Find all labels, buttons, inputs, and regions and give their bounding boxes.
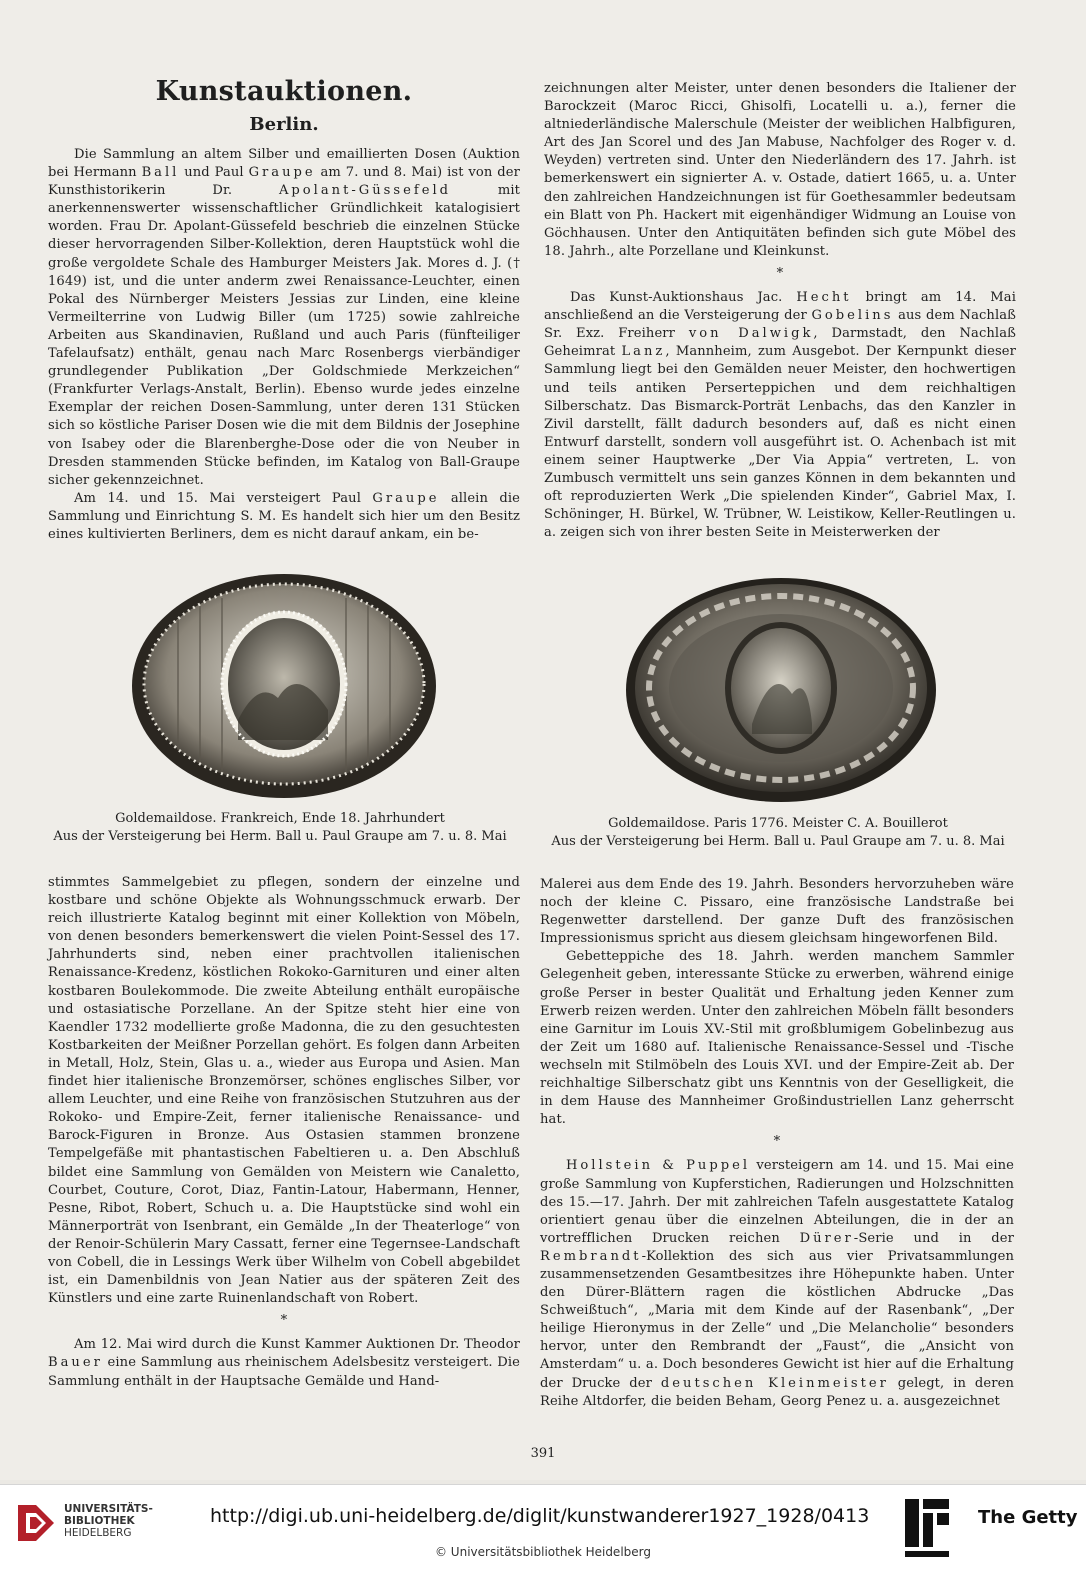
figure-right-caption [536, 815, 1020, 851]
column-right-top [544, 80, 1016, 542]
figure-left-caption-line1: Goldemaildose. Frankreich, Ende 18. Jahrhundert [115, 811, 445, 826]
emphasized-name: Bauer [48, 1355, 103, 1371]
library-line-3: HEIDELBERG [64, 1527, 132, 1539]
emphasized-name: Apolant-Güssefeld [278, 183, 452, 199]
emphasized-name: Graupe [372, 490, 440, 506]
figure-right-snuffbox [622, 574, 940, 806]
paragraph: stimmtes Sammelgebiet zu pflegen, sondern der einzelne und kostbare und schöne Objekte als Wohnungsschmuck erwarb. Der reich illustrierte Katalog beginnt mit einer Kollektion von Möbeln, von denen besonders bemerkenswert die vielen Point-Sessel des 17. Jahrhunderts sind, neben einer prachtvollen italienischen Renaissance-Kredenz, köstlichen Rokoko-Garnituren und einer alten kostbaren Boulekommode. Die zweite Abteilung enthält europäische und ostasiatische Porzellane. An der Spitze steht hier eine von Kaendler 1732 modellierte große Madonna, die zu den gesuchtesten Kostbarkeiten der Meißner Porzellan gehört. Es folgen dann Arbeiten in Metall, Holz, Stein, Glas u. a., wieder aus Europa und Asien. Man findet hier italienische Bronzemörser, schönes englisches Silber, vor allem Leuchter, und eine Reihe von französischen Stutzuhren aus der Rokoko- und Empire-Zeit, ferner italienische Renaissance- und Barock-Figuren in Bronze. Aus Ostasien stammen bronzene Tempelgefäße mit phantastischen Fabeltieren u. a. Den Abschluß bildet eine Sammlung von Gemälden von Meistern wie Canaletto, Courbet, Couture, Corot, Diaz, Fantin-Latour, Habermann, Henner, Pesne, Ribot, Robert, Schuch u. a. Die Hauptstücke sind wohl ein Männerporträt von Isenbrant, ein Gemälde „In der Theaterloge“ von der Renoir-Schülerin Mary Cassatt, ferner eine Tegernsee-Landschaft von Cobell, die in Lessings Werk über Wilhelm von Cobell abgebildet ist, ein Damenbildnis von Jean Natier aus der späteren Zeit des Künstlers und eine zarte Ruinenlandschaft von Robert. [48, 875, 520, 1307]
figure-left-snuffbox [128, 570, 440, 802]
paragraph: Am 12. Mai wird durch die Kunst Kammer Auktionen Dr. Theodor Bauer eine Sammlung aus rheinischem Adelsbesitz versteigert. Die Sammlung enthält in der Hauptsache Gemälde und Hand- [48, 1337, 520, 1389]
paragraph: zeichnungen alter Meister, unter denen besonders die Italiener der Barockzeit (Maroc Ricci, Ghisolfi, Locatelli u. a.), ferner die altniederländische Malerschule (Meister der weiblichen Halbfiguren, Art des Jan Scorel und des Jan Mabuse, Nachfolger des Roger v. d. Weyden) vertreten sind. Unter den Niederländern des 17. Jahrh. ist bemerkenswert ein signierter A. v. Ostade, datiert 1665, u. a. Unter den zahlreichen Handzeichnungen ist für Goethesammler bedeutsam ein Blatt von Ph. Hackert mit eigenhändiger Widmung an Louise von Göchhausen. Unter den Antiquitäten befinden sich gute Möbel des 18. Jahrh., alte Porzellane und Kleinkunst. [544, 81, 1016, 259]
paragraph: Gebetteppiche des 18. Jahrh. werden manchem Sammler Gelegenheit geben, interessante Stücke zu erwerben, während einige große Perser in bester Qualität und Erhaltung jeden Kenner zum Erwerb reizen werden. Unter den zahlreichen Möbeln fällt besonders eine Garnitur im Louis XV.-Stil mit großblumigem Gobelinbezug aus der Zeit um 1680 auf. Italienische Renaissance-Sessel und -Tische wechseln mit Stilmöbeln des Louis XVI. und der Empire-Zeit ab. Der reichhaltige Silberschatz gibt uns Kenntnis von der Geselligkeit, die in dem Hause des Mannheimer Großindustriellen Lanz geherrscht hat. [540, 949, 1014, 1128]
getty-label: The Getty [978, 1507, 1078, 1528]
emphasized-name: deutschen Kleinmeister [660, 1375, 889, 1391]
ub-heidelberg-logo-icon [14, 1501, 58, 1549]
figure-left-caption [40, 810, 520, 846]
permalink-url[interactable]: http://digi.ub.uni-heidelberg.de/diglit/kunstwanderer1927_1928/0413 [210, 1505, 870, 1527]
figure-left-caption-line2: Aus der Versteigerung bei Herm. Ball u. Paul Graupe am 7. u. 8. Mai [53, 829, 507, 844]
emphasized-name: Dürer [799, 1230, 854, 1246]
footer-bar [0, 1484, 1086, 1583]
emphasized-name: Rembrandt [540, 1248, 642, 1264]
emphasized-name: Lanz [621, 344, 666, 360]
library-line-2: BIBLIOTHEK [64, 1515, 135, 1527]
paragraph: Malerei aus dem Ende des 19. Jahrh. Besonders hervorzuheben wäre noch der kleine C. Pissaro, eine französische Landstraße bei Regenwetter darstellend. Der ganze Duft des französischen Impressionismus spricht aus diesem gleichsam hingeworfenen Bild. [540, 877, 1014, 947]
article-subtitle: Berlin. [249, 114, 319, 135]
emphasized-name: Hecht [796, 290, 852, 306]
emphasized-name: Hollstein & Puppel [566, 1158, 751, 1174]
emphasized-name: Ball [141, 165, 180, 181]
paragraph: * [776, 265, 784, 281]
snuffbox-left-image [128, 570, 440, 802]
paragraph: * [280, 1313, 288, 1329]
figure-right-caption-line1: Goldemaildose. Paris 1776. Meister C. A. Bouillerot [608, 816, 948, 831]
emphasized-name: Gobelins [811, 308, 894, 324]
paragraph: Das Kunst-Auktionshaus Jac. Hecht bringt am 14. Mai anschließend an die Versteigerung der Gobelins aus dem Nachlaß Sr. Exz. Freiherr von Dalwigk, Darmstadt, den Nachlaß Geheimrat Lanz, Mannheim, zum Ausgebot. Der Kernpunkt dieser Sammlung liegt bei den Gemälden neuer Meister, den hochwertigen und teils antiken Perserteppichen und dem reichhaltigen Silberschatz. Das Bismarck-Porträt Lenbachs, das den Kanzler in Zivil darstellt, fällt dadurch besonders auf, daß es nicht einen Entwurf darstellt, sondern voll ausgeführt ist. O. Achenbach ist mit einem seiner Hauptwerke „Der Via Appia“ vertreten, L. von Zumbusch vermittelt uns sein ganzes Können in dem bekannten und oft reproduzierten Werk „Die spielenden Kinder“, Gabriel Max, I. Schöninger, H. Bürkel, W. Trübner, W. Leistikow, Keller-Reutlingen u. a. zeigen sich von ihrer besten Seite in Meisterwerken der [544, 290, 1016, 541]
copyright-notice: © Universitätsbibliothek Heidelberg [434, 1545, 651, 1559]
column-right-bottom [540, 876, 1014, 1411]
library-name [64, 1503, 153, 1539]
figure-right-caption-line2: Aus der Versteigerung bei Herm. Ball u. Paul Graupe am 7. u. 8. Mai [551, 834, 1005, 849]
emphasized-name: von Dalwigk [688, 326, 814, 342]
paragraph: Hollstein & Puppel versteigern am 14. und 15. Mai eine große Sammlung von Kupferstichen, Radierungen und Holzschnitten des 15.—17. Jahrh. Der mit zahlreichen Tafeln ausgestattete Katalog orientiert genau über die einzelnen Abteilungen, die in der an vortrefflichen Drucken reichen Dürer-Serie und in der Rembrandt-Kollektion des sich aus vier Privatsammlungen zusammensetzenden Gesamtbesitzes ihre Höhepunkte haben. Unter den Dürer-Blättern ragen die köstlichen Abdrucke „Das Schweißtuch“, „Maria mit dem Kinde auf der Rasenbank“, „Der heilige Hieronymus in der Zelle“ und „Die Melancholie“ besonders hervor, unter den Rembrandt der „Faust“, die „Ansicht von Amsterdam“ u. a. Doch besonderes Gewicht ist hier auf die Erhaltung der Drucke der deutschen Kleinmeister gelegt, in deren Reihe Altdorfer, die beiden Beham, Georg Penez u. a. ausgezeichnet [540, 1158, 1014, 1409]
page-number: 391 [530, 1446, 556, 1461]
paragraph: * [773, 1134, 781, 1150]
article-title: Kunstauktionen. [155, 76, 413, 107]
library-line-1: UNIVERSITÄTS- [64, 1503, 153, 1515]
column-left-bottom [48, 874, 520, 1391]
snuffbox-right-image [622, 574, 940, 806]
emphasized-name: Graupe [248, 165, 316, 181]
column-left-top [48, 146, 520, 544]
paragraph: Die Sammlung an altem Silber und emaillierten Dosen (Auktion bei Hermann Ball und Paul Graupe am 7. und 8. Mai) ist von der Kunsthistorikerin Dr. Apolant-Güssefeld mit anerkennenswerter wissenschaftlicher Gründlichkeit katalogisiert worden. Frau Dr. Apolant-Güssefeld beschrieb die einzelnen Stücke dieser hervorragenden Silber-Kollektion, deren Hauptstück wohl die große vergoldete Schale des Hamburger Meisters Jak. Mores d. J. († 1649) ist, und die unter anderm zwei Renaissance-Leuchter, einen Pokal des Nürnberger Meisters Jessias zur Linden, eine kleine Vermeilterrine von Ludwig Biller (um 1725) sowie zahlreiche Arbeiten aus Skandinavien, Rußland und auch Paris (fünfteiliger Tafelaufsatz) enthält, genau nach Marc Rosenbergs vierbändiger grundlegender Publikation „Der Goldschmiede Merkzeichen“ (Frankfurter Verlags-Anstalt, Berlin). Ebenso wurde jedes einzelne Exemplar der reichen Dosen-Sammlung, unter deren 131 Stücken sich so köstliche Pariser Dosen wie die mit dem Bildnis der Josephine von Isabey oder die Blarenberghe-Dose oder die von Neuber in Dresden stammenden Stücke befinden, im Katalog von Ball-Graupe sicher gekennzeichnet. [48, 147, 521, 488]
paragraph: Am 14. und 15. Mai versteigert Paul Graupe allein die Sammlung und Einrichtung S. M. Es handelt sich hier um den Besitz eines kultivierten Berliners, dem es nicht darauf ankam, ein be- [48, 490, 521, 542]
